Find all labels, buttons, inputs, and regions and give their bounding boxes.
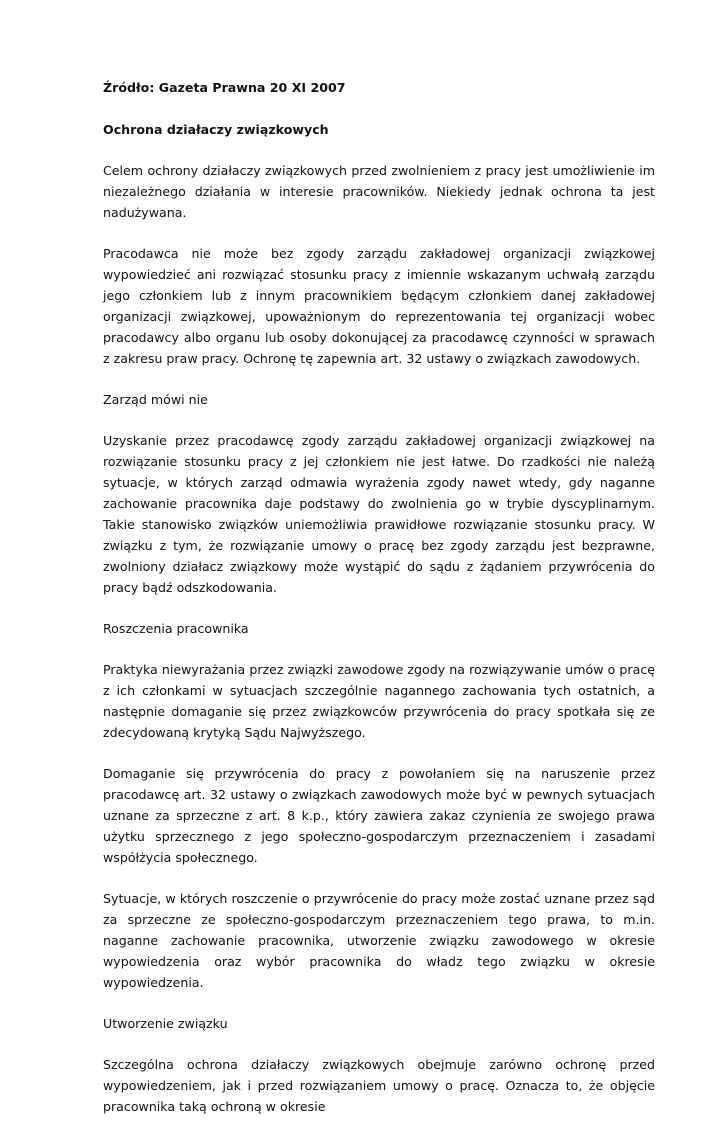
document-page bbox=[103, 77, 655, 1137]
source-line: Źródło: Gazeta Prawna 20 XI 2007 bbox=[103, 80, 346, 95]
paragraph-special-protection: Szczególna ochrona działaczy związkowych obejmuje zarówno ochronę przed wypowiedzeniem, jak i przed rozwiązaniem umowy o pracę. Oznacza to, że objęcie pracownika taką ochroną w okresie bbox=[103, 1057, 655, 1114]
paragraph-practice: Praktyka niewyrażania przez związki zawodowe zgody na rozwiązywanie umów o pracę z ich członkami w sytuacjach szczególnie nagannego zachowania tych ostatnich, a następnie domaganie się przez związkowców przywrócenia do pracy spotkała się ze zdecydowaną krytyką Sądu Najwyższego. bbox=[103, 662, 655, 740]
paragraph-intro: Celem ochrony działaczy związkowych przed zwolnieniem z pracy jest umożliwienie im niezależnego działania w interesie pracowników. Niekiedy jednak ochrona ta jest nadużywana. bbox=[103, 163, 655, 220]
paragraph-situations: Sytuacje, w których roszczenie o przywrócenie do pracy może zostać uznane przez sąd za sprzeczne ze społeczno-gospodarczym przeznaczeniem tego prawa, to m.in. naganne zachowanie pracownika, utworzenie związku zawodowego w okresie wypowiedzenia oraz wybór pracownika do władz tego związku w okresie wypowiedzenia. bbox=[103, 891, 655, 990]
paragraph-protection: Pracodawca nie może bez zgody zarządu zakładowej organizacji związkowej wypowiedzieć ani rozwiązać stosunku pracy z imiennie wskazanym uchwałą zarządu jego członkiem lub z innym pracownikiem będącym członkiem danej zakładowej organizacji związkowej, upoważnionym do reprezentowania tej organizacji wobec pracodawcy albo organu lub osoby dokonującej za pracodawcę czynności w sprawach z zakresu praw pracy. Ochronę tę zapewnia art. 32 ustawy o związkach zawodowych. bbox=[103, 246, 655, 366]
document-title: Ochrona działaczy związkowych bbox=[103, 122, 329, 137]
section-heading-utworzenie: Utworzenie związku bbox=[103, 1016, 228, 1031]
paragraph-art32: Domaganie się przywrócenia do pracy z powołaniem się na naruszenie przez pracodawcę art. 32 ustawy o związkach zawodowych może być w pewnych sytuacjach uznane za sprzeczne z art. 8 k.p., który zawiera zakaz czynienia ze swojego prawa użytku sprzecznego z jego społeczno-gospodarczym przeznaczeniem i zasadami współżycia społecznego. bbox=[103, 766, 655, 865]
section-heading-zarzad: Zarząd mówi nie bbox=[103, 392, 208, 407]
section-heading-roszczenia: Roszczenia pracownika bbox=[103, 621, 249, 636]
paragraph-consent: Uzyskanie przez pracodawcę zgody zarządu zakładowej organizacji związkowej na rozwiązanie stosunku pracy z jej członkiem nie jest łatwe. Do rzadkości nie należą sytuacje, w których zarząd odmawia wyrażenia zgody nawet wtedy, gdy naganne zachowanie pracownika daje podstawy do zwolnienia go w trybie dyscyplinarnym. Takie stanowisko związków uniemożliwia prawidłowe rozwiązanie stosunku pracy. W związku z tym, że rozwiązanie umowy o pracę bez zgody zarządu jest bezprawne, zwolniony działacz związkowy może wystąpić do sądu z żądaniem przywrócenia do pracy bądź odszkodowania. bbox=[103, 433, 655, 595]
